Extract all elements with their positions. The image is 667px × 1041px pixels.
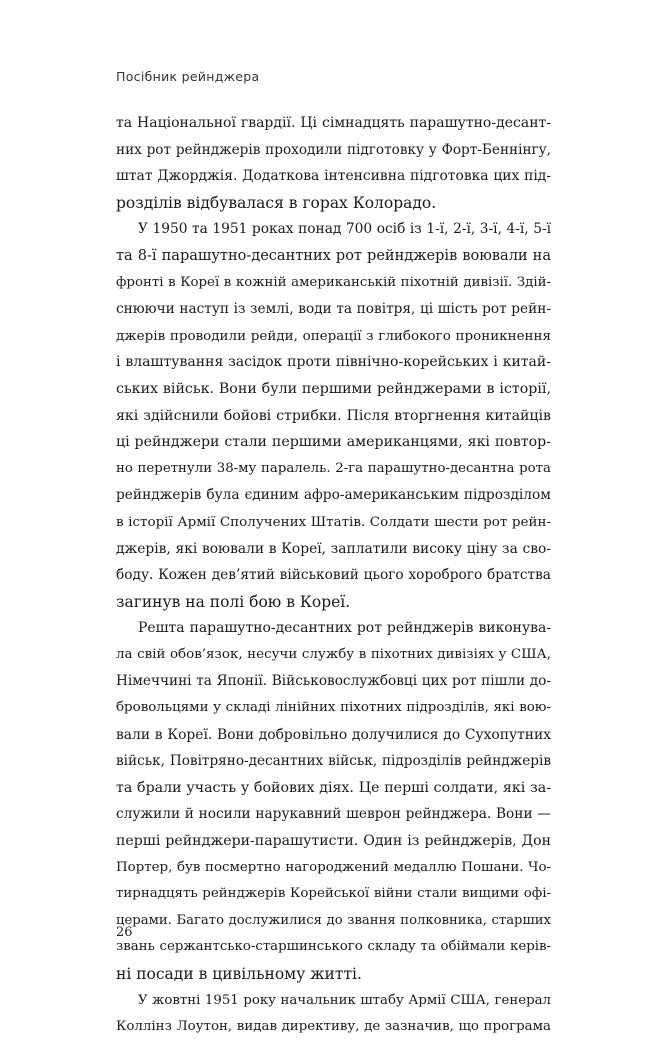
text-line: рейнджерів була єдиним афро-американським підрозділом	[116, 487, 551, 504]
text-line: ських військ. Вони були першими рейнджерами в історії,	[116, 380, 551, 397]
text-line: в історії Армії Сполучених Штатів. Солдати шести рот рейн-	[116, 513, 551, 530]
text-line: Коллінз Лоутон, видав директиву, де зазначив, що програма	[116, 1019, 551, 1035]
text-line: но перетнули 38-му паралель. 2-га парашутно-десантна рота	[116, 460, 551, 476]
page-number: 26	[116, 925, 133, 940]
text-line: боду. Кожен дев’ятий військовий цього хороброго братства	[116, 567, 551, 584]
text-line: звань сержантсько-старшинського складу та обіймали керів-	[116, 939, 551, 955]
running-header: Посібник рейнджера	[116, 69, 260, 84]
text-line: Решта парашутно-десантних рот рейнджерів виконува-	[138, 620, 551, 637]
text-line: снюючи наступ із землі, води та повітря, ці шість рот рейн-	[116, 301, 551, 318]
text-line: військ, Повітряно-десантних військ, підрозділів рейнджерів	[116, 753, 551, 770]
text-line: та брали участь у бойових діях. Це перші солдати, які за-	[116, 779, 551, 796]
text-line: джерів, які воювали в Кореї, заплатили високу ціну за сво-	[116, 540, 551, 557]
text-line: та 8-ї парашутно-десантних рот рейнджерів воювали на	[116, 247, 551, 264]
text-line: вали в Кореї. Вони добровільно долучилися до Сухопутних	[116, 726, 551, 743]
text-line: них рот рейнджерів проходили підготовку у Форт-Беннінгу,	[116, 141, 551, 158]
text-line: штат Джорджія. Додаткова інтенсивна підготовка цих під-	[116, 168, 551, 185]
text-line: і влаштування засідок проти північно-корейських і китай-	[116, 354, 551, 371]
text-line: бровольцями у складі лінійних піхотних підрозділів, які вою-	[116, 700, 551, 716]
text-line: які здійснили бойові стрибки. Після вторгнення китайців	[116, 407, 551, 424]
text-line: джерів проводили рейди, операції з глибокого проникнення	[116, 327, 551, 344]
text-line: тирнадцять рейнджерів Корейської війни стали вищими офі-	[116, 886, 551, 902]
text-line: перші рейнджери-парашутисти. Один із рейнджерів, Дон	[116, 833, 551, 850]
text-line: Німеччині та Японії. Військовослужбовці цих рот пішли до-	[116, 673, 551, 690]
body-text	[116, 110, 551, 1041]
text-line: У 1950 та 1951 роках понад 700 осіб із 1-ї, 2-ї, 3-ї, 4-ї, 5-ї	[138, 221, 551, 238]
text-line: розділів відбувалася в горах Колорадо.	[116, 193, 437, 212]
text-line: Портер, був посмертно нагороджений медаллю Пошани. Чо-	[116, 859, 551, 875]
text-line: церами. Багато дослужилися до звання полковника, старших	[116, 912, 551, 928]
text-line: фронті в Кореї в кожній американській піхотній дивізії. Здій-	[116, 274, 551, 290]
text-line: ні посади в цивільному житті.	[116, 965, 362, 983]
text-line: ці рейнджери стали першими американцями, які повтор-	[116, 434, 551, 451]
text-line: загинув на полі бою в Кореї.	[116, 592, 351, 611]
text-line: ла свій обов’язок, несучи службу в піхотних дивізіях у США,	[116, 646, 551, 662]
text-line: та Національної гвардії. Ці сімнадцять парашутно-десант-	[116, 115, 551, 131]
text-line: У жовтні 1951 року начальник штабу Армії США, генерал	[138, 992, 551, 1008]
text-line: служили й носили нарукавний шеврон рейнджера. Вони —	[116, 806, 551, 823]
